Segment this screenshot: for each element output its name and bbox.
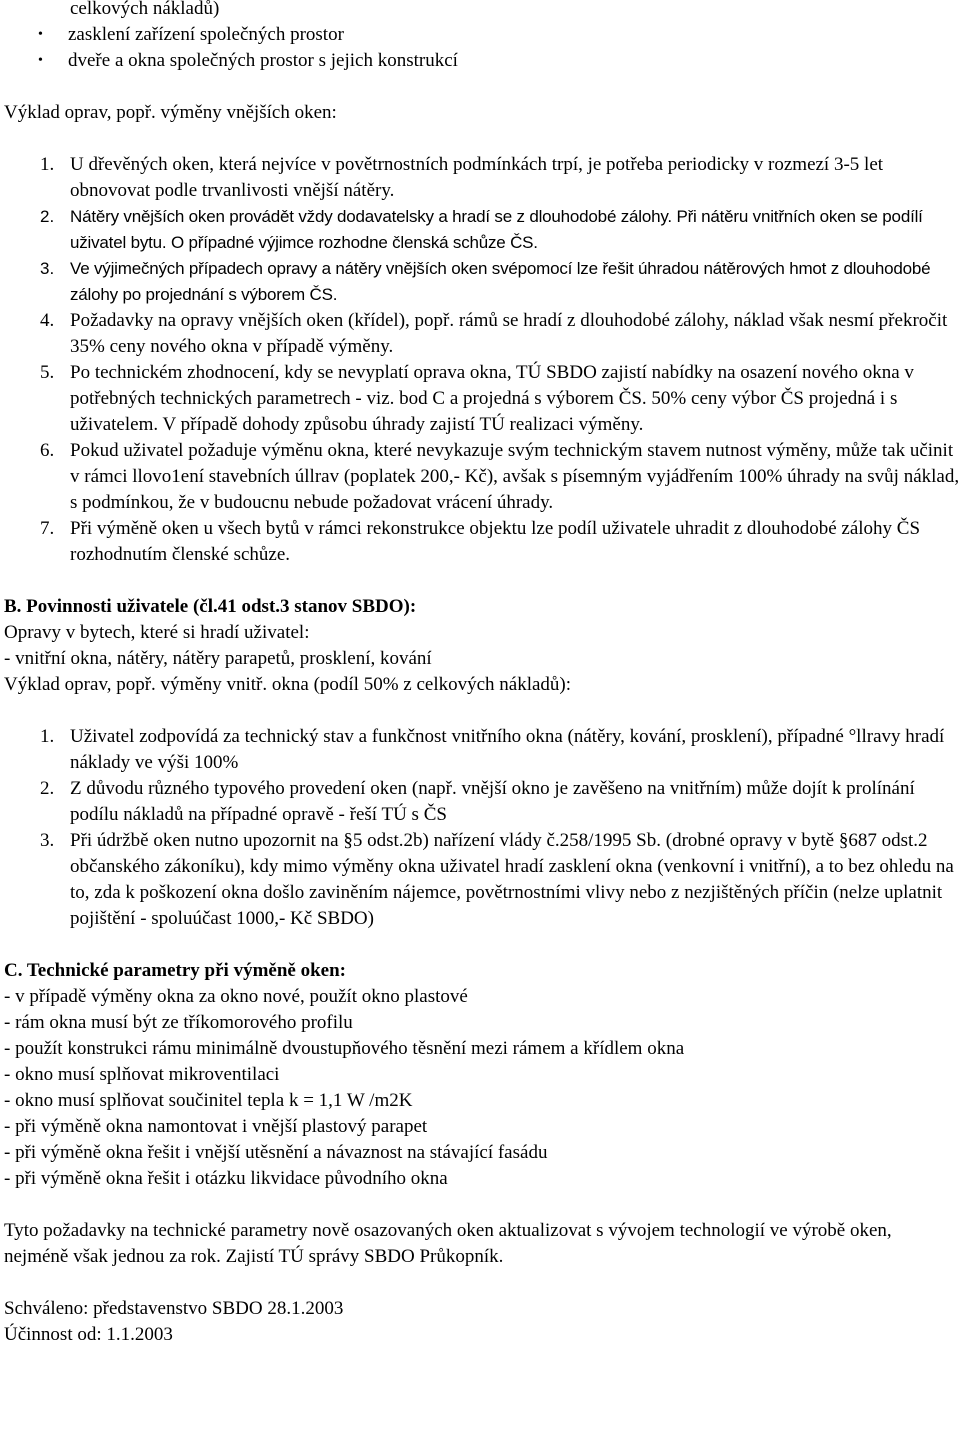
spacer bbox=[4, 932, 960, 958]
list-text: Pokud uživatel požaduje výměnu okna, které nevykazuje svým technickým stavem nutnost výměny, může tak učinit v rámci llovo1ení stavebních úllrav (poplatek 200,- Kč), avšak s písemným vyjádřením 100% úhrady na svůj náklad, s podmínkou, že v budoucnu nebude požadovat vrácení úhrady. bbox=[70, 440, 960, 513]
section-c-line: - při výměně okna namontovat i vnější plastový parapet bbox=[4, 1116, 428, 1137]
list-text: Z důvodu různého typového provedení oken (např. vnější okno je zavěšeno na vnitřním) může dojít k prolínání podílu nákladů na případné opravě - řeší TÚ s ČS bbox=[70, 778, 915, 825]
list-number: 4. bbox=[40, 310, 55, 331]
list-number: 5. bbox=[40, 362, 55, 383]
spacer bbox=[4, 126, 960, 152]
bullet-item bbox=[4, 48, 960, 74]
list-text: Požadavky na opravy vnějších oken (křídel), popř. rámů se hradí z dlouhodobé zálohy, náklad však nesmí překročit 35% ceny nového okna v případě výměny. bbox=[70, 310, 948, 357]
list-number: 1. bbox=[40, 726, 55, 747]
list-text: Uživatel zodpovídá za technický stav a funkčnost vnitřního okna (nátěry, kování, prosklení), případné °llravy hradí náklady ve výši 100% bbox=[70, 726, 945, 773]
spacer bbox=[4, 698, 960, 724]
intro-line: celkových nákladů) bbox=[70, 0, 220, 19]
bullet-item bbox=[4, 22, 960, 48]
spacer bbox=[4, 74, 960, 100]
bullet-text: zasklení zařízení společných prostor bbox=[68, 24, 344, 45]
section-c-line: - okno musí splňovat součinitel tepla k = 1,1 W /m2K bbox=[4, 1090, 413, 1111]
list-number: 2. bbox=[40, 207, 55, 226]
list-number: 2. bbox=[40, 778, 55, 799]
list-item bbox=[4, 152, 960, 204]
bullet-icon: • bbox=[38, 27, 43, 42]
document-page bbox=[4, 0, 960, 1348]
section-c-line: - rám okna musí být ze tříkomorového profilu bbox=[4, 1012, 353, 1033]
section-c-line: - při výměně okna řešit i vnější utěsnění a návaznost na stávající fasádu bbox=[4, 1142, 548, 1163]
section-c-line: - použít konstrukci rámu minimálně dvoustupňového těsnění mezi rámem a křídlem okna bbox=[4, 1038, 685, 1059]
list-item bbox=[4, 438, 960, 516]
list-text: Při výměně oken u všech bytů v rámci rekonstrukce objektu lze podíl uživatele uhradit z dlouhodobé zálohy ČS rozhodnutím členské schůze. bbox=[70, 518, 921, 565]
spacer bbox=[4, 1270, 960, 1296]
spacer bbox=[4, 568, 960, 594]
section-b-line: Opravy v bytech, které si hradí uživatel: bbox=[4, 622, 310, 643]
section-b-heading: B. Povinnosti uživatele (čl.41 odst.3 stanov SBDO): bbox=[4, 596, 417, 617]
approved-line: Schváleno: představenstvo SBDO 28.1.2003 bbox=[4, 1298, 344, 1319]
list-text: Ve výjimečných případech opravy a nátěry vnějších oken svépomocí lze řešit úhradou nátěrových hmot z dlouhodobé zálohy po projednání s výborem ČS. bbox=[70, 259, 931, 304]
bullet-icon: • bbox=[38, 53, 43, 68]
section-a-heading: Výklad oprav, popř. výměny vnějších oken: bbox=[4, 102, 337, 123]
section-c-line: - okno musí splňovat mikroventilaci bbox=[4, 1064, 280, 1085]
list-text: Při údržbě oken nutno upozornit na §5 odst.2b) nařízení vlády č.258/1995 Sb. (drobné opravy v bytě §687 odst.2 občanského zákoníku), kdy mimo výměny okna uživatel hradí zasklení okna (venkovní i vnitřní), a to bez ohledu na to, zda k poškození okna došlo zaviněním nájemce, povětrnostními vlivy nebo z nezjištěných příčin (nelze uplatnit pojištění - spoluúčast 1000,- Kč SBDO) bbox=[70, 830, 954, 929]
list-text: Po technickém zhodnocení, kdy se nevyplatí oprava okna, TÚ SBDO zajistí nabídky na osazení nového okna v potřebných technických parametrech - viz. bod C a projedná s výborem ČS. 50% ceny výbor ČS projedná i s uživatelem. V případě dohody způsobu úhrady zajistí TÚ realizaci výměny. bbox=[70, 362, 914, 435]
spacer bbox=[4, 1192, 960, 1218]
list-item bbox=[4, 724, 960, 776]
list-item bbox=[4, 256, 960, 308]
list-number: 3. bbox=[40, 830, 55, 851]
section-b-line: Výklad oprav, popř. výměny vnitř. okna (podíl 50% z celkových nákladů): bbox=[4, 674, 572, 695]
list-number: 1. bbox=[40, 154, 55, 175]
section-c-note: Tyto požadavky na technické parametry nově osazovaných oken aktualizovat s vývojem technologií ve výrobě oken, nejméně však jednou za rok. Zajistí TÚ správy SBDO Průkopník. bbox=[4, 1220, 892, 1267]
section-c-heading: C. Technické parametry při výměně oken: bbox=[4, 960, 346, 981]
list-number: 7. bbox=[40, 518, 55, 539]
list-item bbox=[4, 360, 960, 438]
list-number: 6. bbox=[40, 440, 55, 461]
section-b-line: - vnitřní okna, nátěry, nátěry parapetů, prosklení, kování bbox=[4, 648, 432, 669]
bullet-text: dveře a okna společných prostor s jejich konstrukcí bbox=[68, 50, 458, 71]
list-item bbox=[4, 776, 960, 828]
list-item bbox=[4, 516, 960, 568]
section-c-line: - při výměně okna řešit i otázku likvidace původního okna bbox=[4, 1168, 448, 1189]
list-text: Nátěry vnějších oken provádět vždy dodavatelsky a hradí se z dlouhodobé zálohy. Při nátěru vnitřních oken se podílí uživatel bytu. O případné výjimce rozhodne členská schůze ČS. bbox=[70, 207, 923, 252]
effective-line: Účinnost od: 1.1.2003 bbox=[4, 1324, 173, 1345]
list-number: 3. bbox=[40, 259, 55, 278]
list-item bbox=[4, 308, 960, 360]
list-item bbox=[4, 204, 960, 256]
section-c-line: - v případě výměny okna za okno nové, použít okno plastové bbox=[4, 986, 468, 1007]
list-text: U dřevěných oken, která nejvíce v povětrnostních podmínkách trpí, je potřeba periodicky v rozmezí 3-5 let obnovovat podle trvanlivosti vnější nátěry. bbox=[70, 154, 884, 201]
list-item bbox=[4, 828, 960, 932]
